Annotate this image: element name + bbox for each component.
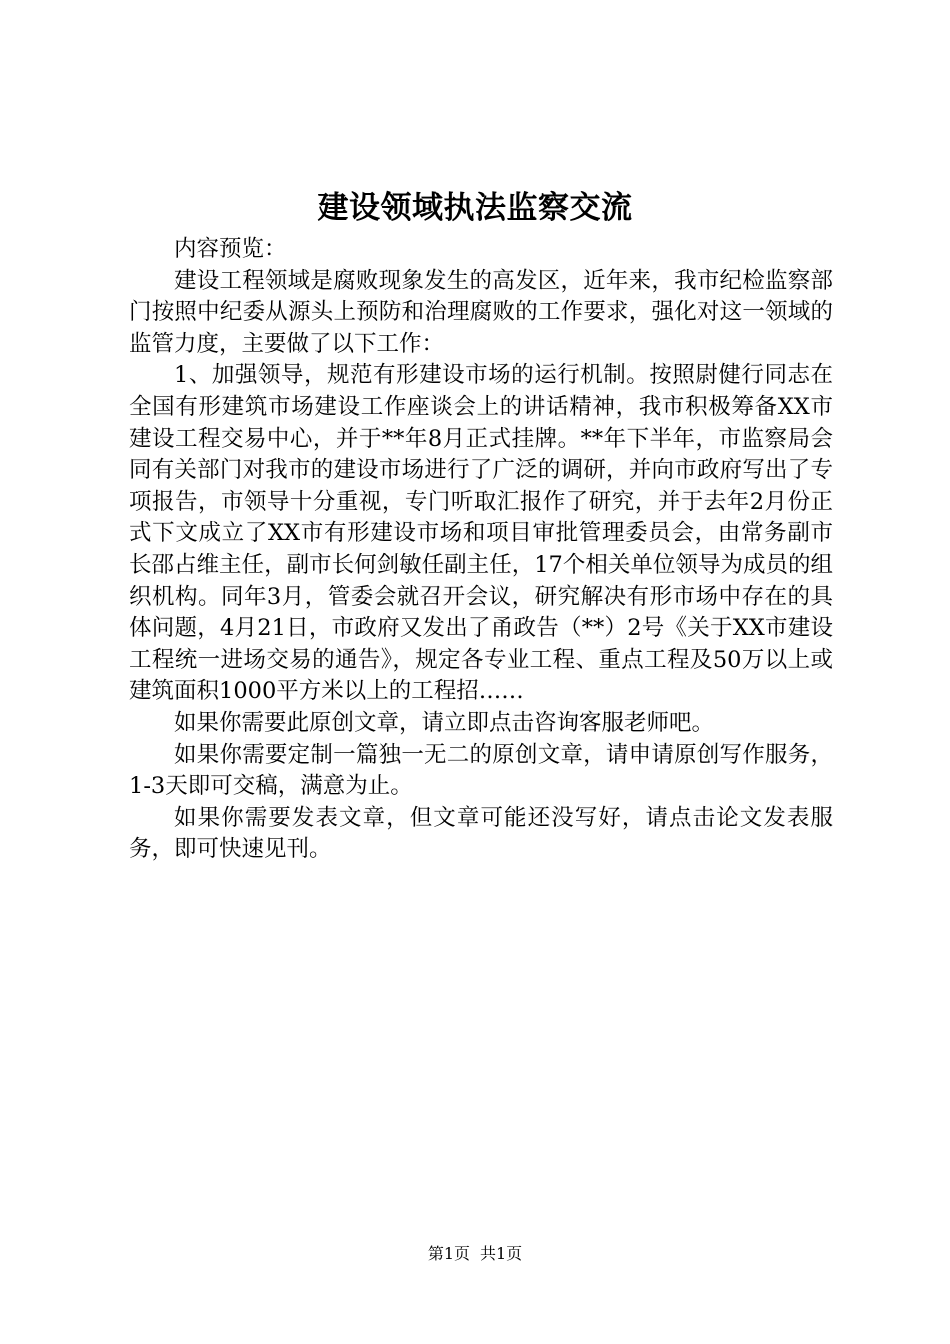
page-number: 第1页 (427, 1244, 470, 1263)
document-body (129, 234, 833, 866)
preview-label: 内容预览： (174, 236, 287, 262)
paragraph-custom-writing: 如果你需要定制一篇独一无二的原创文章，请申请原创写作服务，1-3天即可交稿，满意为止。 (129, 741, 833, 800)
paragraph-publishing: 如果你需要发表文章，但文章可能还没写好，请点击论文发表服务，即可快速见刊。 (129, 804, 833, 863)
paragraph-item-1: 1、加强领导，规范有形建设市场的运行机制。按照尉健行同志在全国有形建筑市场建设工作座谈会上的讲话精神，我市积极筹备XX市建设工程交易中心，并于**年8月正式挂牌。**年下半年，市监察局会同有关部门对我市的建设市场进行了广泛的调研，并向市政府写出了专项报告，市领导十分重视，专门听取汇报作了研究，并于去年2月份正式下文成立了XX市有形建设市场和项目审批管理委员会，由常务副市长邵占维主任，副市长何剑敏任副主任，17个相关单位领导为成员的组织机构。同年3月，管委会就召开会议，研究解决有形市场中存在的具体问题，4月21日，市政府又发出了甬政告（**）2号《关于XX市建设工程统一进场交易的通告》，规定各专业工程、重点工程及50万以上或建筑面积1000平方米以上的工程招…… (129, 362, 833, 705)
paragraph-consult: 如果你需要此原创文章，请立即点击咨询客服老师吧。 (174, 709, 715, 736)
document-title: 建设领域执法监察交流 (317, 190, 633, 226)
page-footer (0, 1243, 950, 1265)
page-total: 共1页 (480, 1244, 523, 1263)
paragraph-intro: 建设工程领域是腐败现象发生的高发区，近年来，我市纪检监察部门按照中纪委从源头上预防和治理腐败的工作要求，强化对这一领域的监管力度，主要做了以下工作： (129, 267, 833, 357)
